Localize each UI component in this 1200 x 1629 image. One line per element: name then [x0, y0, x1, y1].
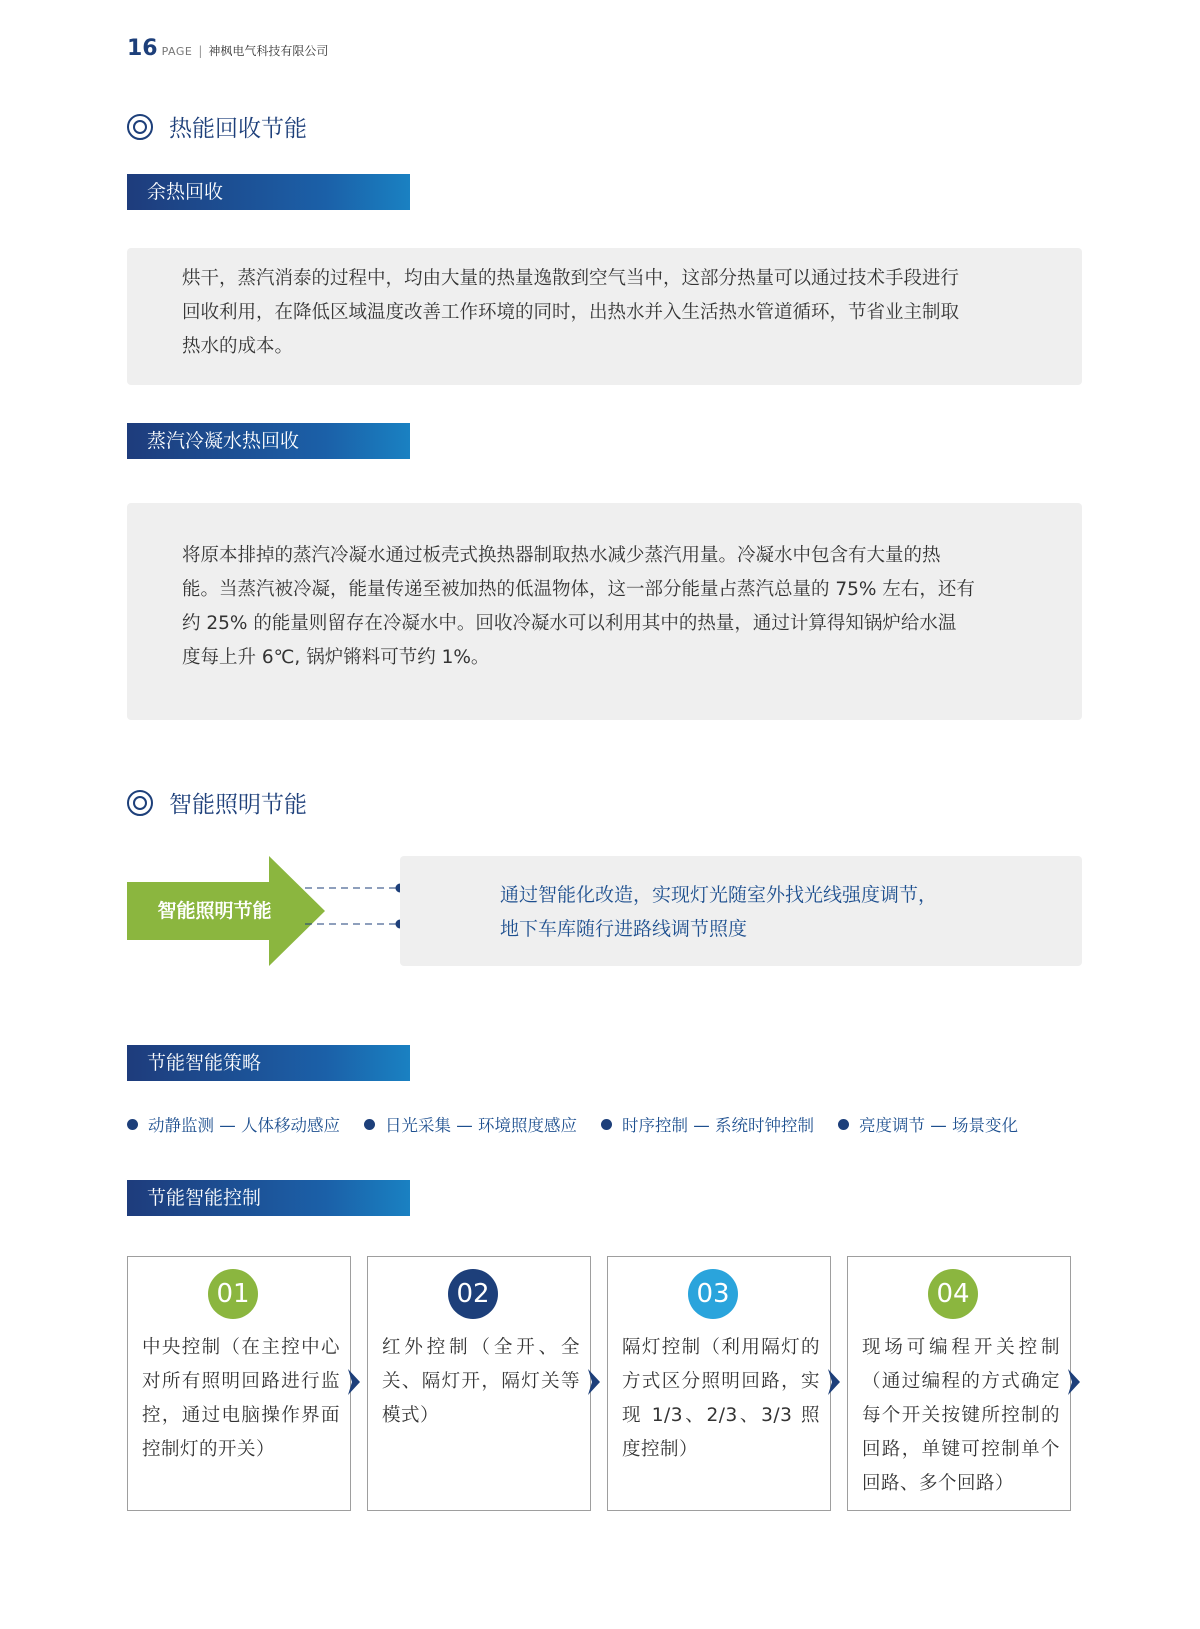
- page-number: 16: [127, 36, 158, 61]
- card-number-badge: 04: [928, 1269, 978, 1319]
- bullet-icon: [838, 1119, 849, 1130]
- bullet-icon: [127, 1119, 138, 1130]
- list-item: 亮度调节 — 场景变化: [838, 1112, 1018, 1136]
- chevron-right-icon: [827, 1369, 841, 1395]
- control-card-central: [127, 1256, 351, 1511]
- list-item: 时序控制 — 系统时钟控制: [601, 1112, 814, 1136]
- card-text: 中央控制（在主控中心对所有照明回路进行监控，通过电脑操作界面控制灯的开关）: [142, 1337, 340, 1460]
- page-label: PAGE: [161, 45, 193, 58]
- section-title-text: 热能回收节能: [169, 116, 307, 142]
- text-line: 热水的成本。: [182, 336, 294, 357]
- strategy-list: [127, 1112, 1018, 1136]
- text-line: 能。当蒸汽被冷凝，能量传递至被加热的低温物体，这一部分能量占蒸汽总量的 75% 左右，还有: [182, 579, 975, 600]
- text-line: 地下车库随行进路线调节照度: [500, 918, 748, 940]
- chevron-right-icon: [347, 1369, 361, 1395]
- smart-lighting-description: [400, 856, 1082, 966]
- section-smart-lighting-title: [127, 786, 307, 819]
- control-card-alternate: [607, 1256, 831, 1511]
- tag-waste-heat: 余热回收: [127, 174, 410, 210]
- section-title-text: 智能照明节能: [169, 792, 307, 818]
- text-line: 将原本排掉的蒸汽冷凝水通过板壳式换热器制取热水减少蒸汽用量。冷凝水中包含有大量的热: [182, 545, 941, 566]
- arrow-label: 智能照明节能: [157, 900, 272, 922]
- tag-strategy: 节能智能策略: [127, 1045, 410, 1081]
- text-line: 约 25% 的能量则留存在冷凝水中。回收冷凝水可以利用其中的热量，通过计算得知锅炉给水温: [182, 613, 957, 634]
- control-card-infrared: [367, 1256, 591, 1511]
- card-text: 红外控制（全开、全关、隔灯开，隔灯关等模式）: [382, 1337, 580, 1426]
- bullet-icon: [601, 1119, 612, 1130]
- smart-lighting-arrow: [127, 856, 325, 966]
- card-number-badge: 03: [688, 1269, 738, 1319]
- chevron-right-icon: [1067, 1369, 1081, 1395]
- text-line: 烘干，蒸汽消泰的过程中，均由大量的热量逸散到空气当中，这部分热量可以通过技术手段进行: [182, 268, 960, 289]
- company-name: 神枫电气科技有限公司: [208, 44, 329, 58]
- condensate-description: [127, 503, 1082, 720]
- control-card-programmable: [847, 1256, 1071, 1511]
- page-header: [127, 36, 328, 61]
- text-line: 回收利用，在降低区域温度改善工作环境的同时，出热水并入生活热水管道循环，节省业主制取: [182, 302, 960, 323]
- list-item: 日光采集 — 环境照度感应: [364, 1112, 577, 1136]
- card-text: 现场可编程开关控制（通过编程的方式确定每个开关按键所控制的回路，单键可控制单个回路、多个回路）: [862, 1337, 1060, 1494]
- header-separator: |: [198, 44, 203, 58]
- card-number-badge: 02: [448, 1269, 498, 1319]
- target-circle-icon: [127, 114, 153, 140]
- list-item: 动静监测 — 人体移动感应: [127, 1112, 340, 1136]
- bullet-icon: [364, 1119, 375, 1130]
- target-circle-icon: [127, 790, 153, 816]
- waste-heat-description: [127, 248, 1082, 385]
- tag-control: 节能智能控制: [127, 1180, 410, 1216]
- text-line: 度每上升 6℃, 锅炉锵料可节约 1%。: [182, 647, 490, 668]
- section-heat-recovery-title: [127, 110, 307, 143]
- card-text: 隔灯控制（利用隔灯的方式区分照明回路，实现 1/3、2/3、3/3 照度控制）: [622, 1337, 820, 1460]
- tag-condensate-recovery: 蒸汽冷凝水热回收: [127, 423, 410, 459]
- dashed-connectors: [305, 880, 405, 940]
- text-line: 通过智能化改造，实现灯光随室外找光线强度调节，: [500, 884, 938, 906]
- card-number-badge: 01: [208, 1269, 258, 1319]
- chevron-right-icon: [587, 1369, 601, 1395]
